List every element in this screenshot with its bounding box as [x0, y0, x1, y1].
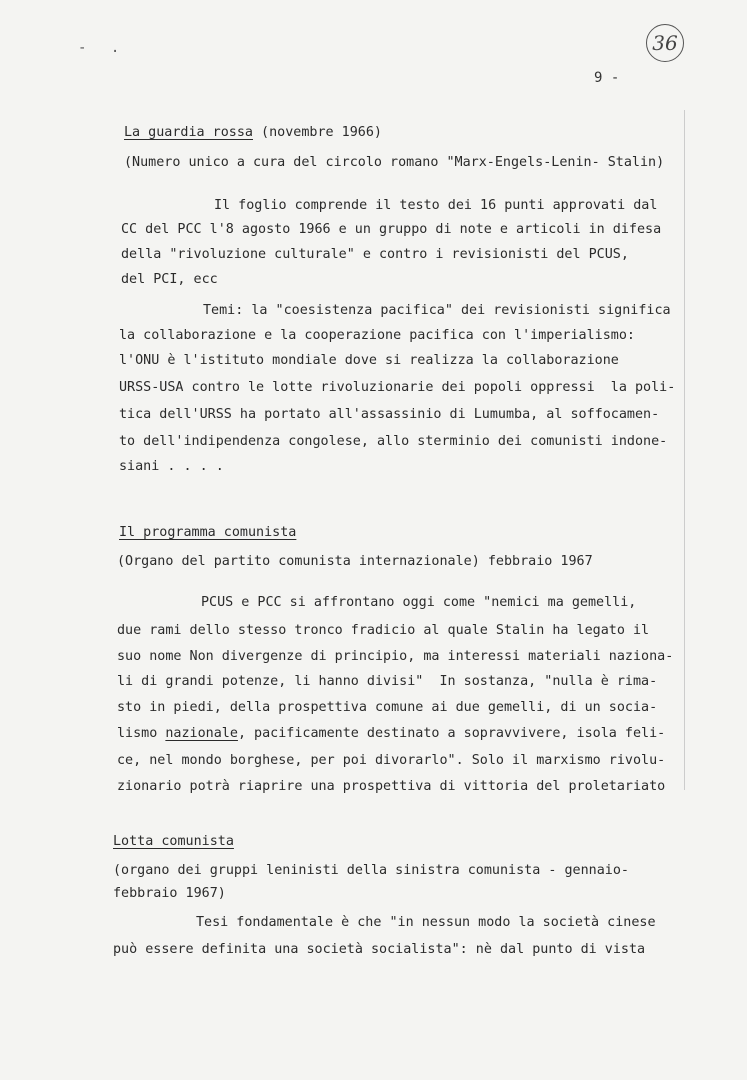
- section-1-line: to dell'indipendenza congolese, allo sterminio dei comunisti indone-: [119, 434, 668, 449]
- section-1-line: CC del PCC l'8 agosto 1966 e un gruppo di note e articoli in difesa: [121, 222, 662, 237]
- section-1-line: l'ONU è l'istituto mondiale dove si realizza la collaborazione: [119, 353, 619, 368]
- section-1-title: La guardia rossa: [124, 125, 253, 140]
- section-2-line-with-underline: [117, 725, 665, 743]
- section-1-line: URSS-USA contro le lotte rivoluzionarie dei popoli oppressi la poli-: [119, 380, 676, 395]
- section-1-heading: [124, 124, 382, 142]
- section-2-line: li di grandi potenze, li hanno divisi" In sostanza, "nulla è rima-: [117, 674, 658, 689]
- section-2-line: due rami dello stesso tronco fradicio al quale Stalin ha legato il: [117, 623, 650, 638]
- section-1-line: la collaborazione e la cooperazione pacifica con l'imperialismo:: [119, 328, 635, 343]
- section-3-title-text: Lotta comunista: [113, 834, 234, 849]
- corner-marks: - .: [78, 40, 128, 56]
- archive-stamp: [646, 24, 684, 62]
- section-1-line: Il foglio comprende il testo dei 16 punti approvati dal: [214, 198, 658, 213]
- section-2-subtitle: (Organo del partito comunista internazionale) febbraio 1967: [117, 554, 593, 569]
- section-1-subtitle: (Numero unico a cura del circolo romano "Marx-Engels-Lenin- Stalin): [124, 155, 665, 170]
- margin-line: [684, 110, 685, 790]
- section-2-line: suo nome Non divergenze di principio, ma interessi materiali naziona-: [117, 649, 674, 664]
- section-2-line-part: , pacificamente destinato a sopravvivere, isola feli-: [237, 726, 666, 741]
- section-3-line: può essere definita una società socialista": nè dal punto di vista: [113, 942, 646, 957]
- section-1-line: del PCI, ecc: [121, 272, 218, 287]
- stamp-number: 36: [652, 31, 678, 55]
- section-2-line: sto in piedi, della prospettiva comune ai due gemelli, di un socia-: [117, 700, 658, 715]
- underlined-word: nazionale: [165, 726, 238, 741]
- section-1-line: Temi: la "coesistenza pacifica" dei revisionisti significa: [203, 303, 671, 318]
- section-3-subtitle: (organo dei gruppi leninisti della sinistra comunista - gennaio-: [113, 863, 629, 878]
- section-2-title-text: Il programma comunista: [119, 525, 297, 540]
- section-2-line-part: lismo: [117, 726, 166, 741]
- section-3-title: [113, 833, 234, 851]
- section-2-line: zionario potrà riaprire una prospettiva di vittoria del proletariato: [117, 779, 666, 794]
- section-1-title-suffix: (novembre 1966): [253, 125, 382, 140]
- section-1-line: della "rivoluzione culturale" e contro i revisionisti del PCUS,: [121, 247, 629, 262]
- section-3-subtitle: febbraio 1967): [113, 886, 226, 901]
- section-1-line: tica dell'URSS ha portato all'assassinio di Lumumba, al soffocamen-: [119, 407, 660, 422]
- section-2-line: ce, nel mondo borghese, per poi divorarlo". Solo il marxismo rivolu-: [117, 753, 666, 768]
- section-2-line: PCUS e PCC si affrontano oggi come "nemici ma gemelli,: [201, 595, 637, 610]
- page-number: 9 -: [594, 70, 620, 86]
- section-2-title: [119, 524, 296, 542]
- section-3-line: Tesi fondamentale è che "in nessun modo la società cinese: [196, 915, 656, 930]
- section-1-line: siani . . . .: [119, 459, 224, 474]
